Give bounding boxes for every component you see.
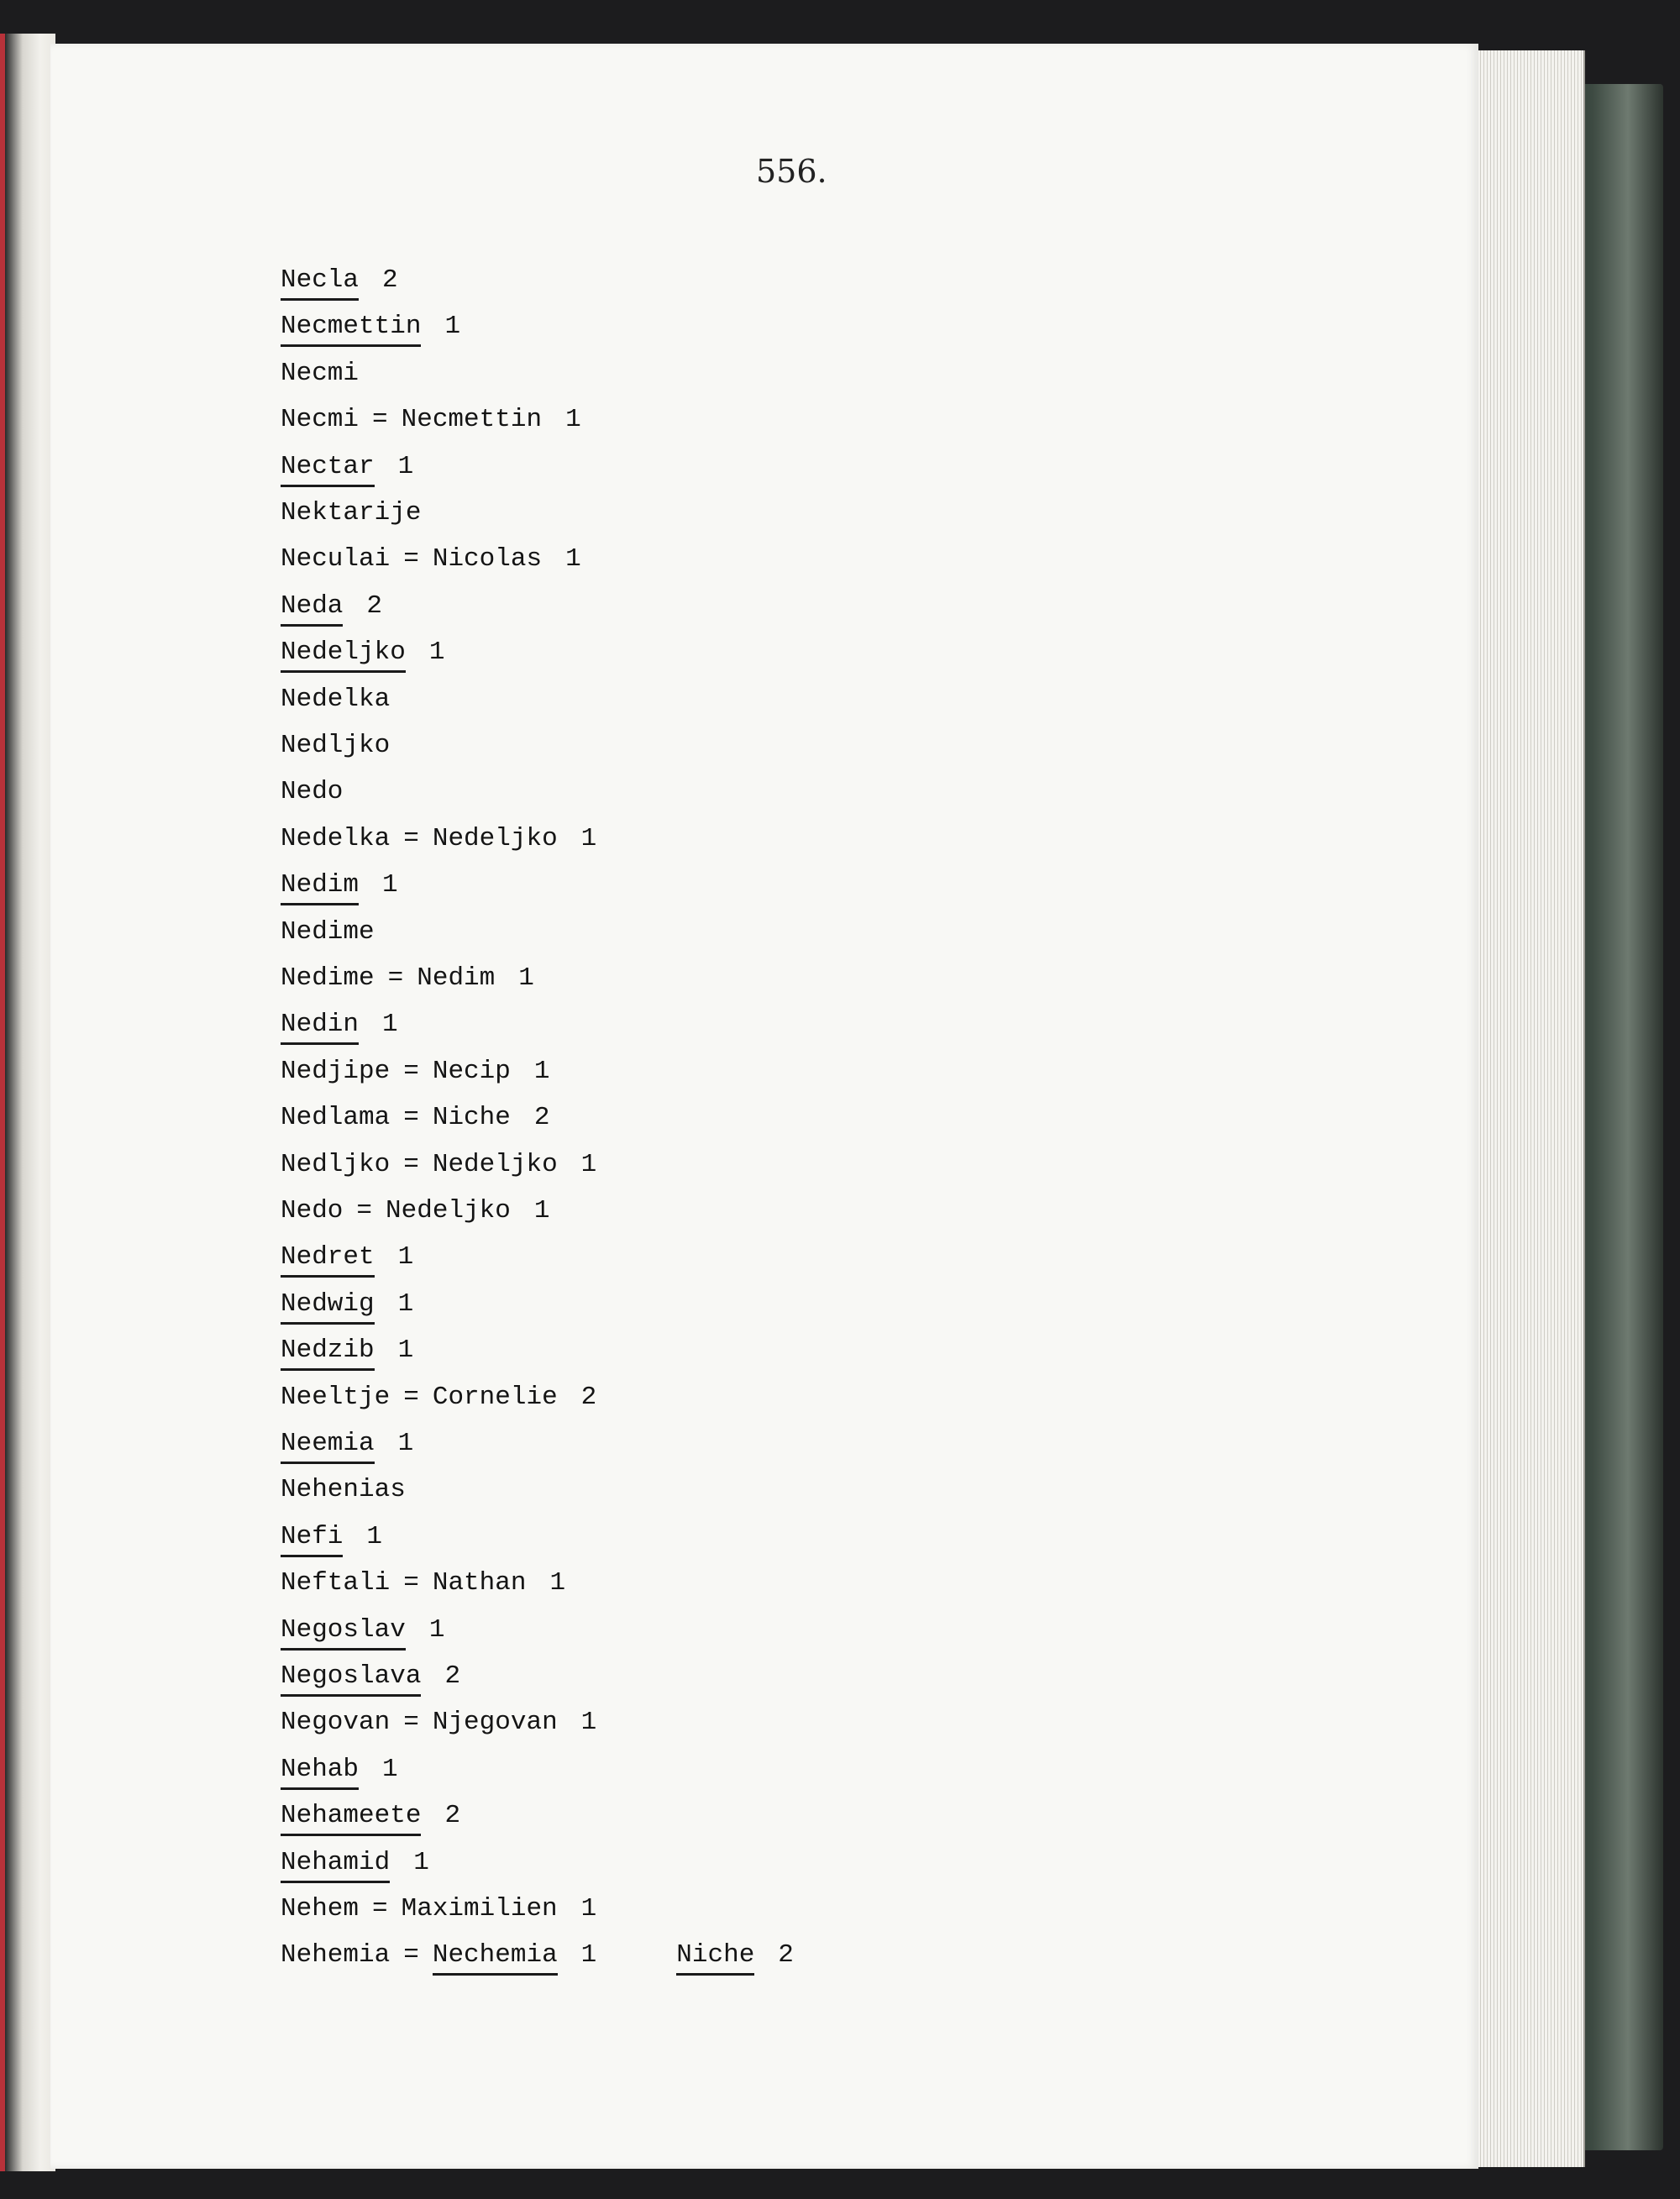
list-item xyxy=(281,1892,596,1926)
entry-count: 1 xyxy=(382,870,398,900)
equals-sign: = xyxy=(403,823,419,853)
entry-name: Nedlama xyxy=(281,1103,391,1133)
list-item xyxy=(281,1101,549,1135)
entry-name: Nedret xyxy=(281,1241,375,1278)
entry-count: 1 xyxy=(580,823,597,853)
list-item xyxy=(281,1660,460,1693)
entry-name: Nefi xyxy=(281,1520,343,1557)
list-item xyxy=(281,264,398,297)
entry-count: 2 xyxy=(366,590,383,621)
list-item xyxy=(281,357,359,391)
entry-name: Neftali xyxy=(281,1568,391,1598)
entry-equivalent: Njegovan xyxy=(432,1708,558,1738)
entry-count: 1 xyxy=(382,1754,398,1784)
entry-name: Nedzib xyxy=(281,1334,375,1371)
entry-name: Nedim xyxy=(281,869,359,905)
list-item xyxy=(281,962,534,995)
entry-name: Necla xyxy=(281,264,359,301)
list-item xyxy=(281,1148,596,1182)
entry-count: 1 xyxy=(580,1708,597,1738)
entry-name: Nedime xyxy=(281,963,375,993)
entry-equivalent: Necmettin xyxy=(401,405,543,435)
equals-sign: = xyxy=(403,1056,419,1086)
entry-equivalent: Nedeljko xyxy=(432,1149,558,1179)
entry-name: Negoslava xyxy=(281,1660,421,1697)
document-page xyxy=(50,44,1478,2169)
page-number: 556. xyxy=(756,153,827,190)
entry-name: Necmi xyxy=(281,405,360,435)
entry-count: 1 xyxy=(428,1614,445,1645)
entry-count: 2 xyxy=(382,265,398,295)
entry-count: 1 xyxy=(533,1196,550,1225)
list-item xyxy=(281,496,421,530)
entry-extra-count: 2 xyxy=(778,1940,794,1971)
list-item xyxy=(281,636,444,669)
entry-equivalent: Niche xyxy=(432,1103,511,1133)
entry-equivalent: Nedim xyxy=(417,963,496,993)
entry-name: Nektarije xyxy=(281,498,422,527)
list-item xyxy=(281,1706,596,1740)
entry-name: Nehem xyxy=(281,1894,360,1923)
entry-name: Neculai xyxy=(281,544,391,575)
entry-equivalent: Necip xyxy=(432,1056,511,1086)
entry-name: Necmettin xyxy=(281,310,421,347)
entry-equivalent: Cornelie xyxy=(432,1382,558,1412)
entry-count: 2 xyxy=(444,1661,461,1691)
entry-name: Negoslav xyxy=(281,1614,406,1651)
entry-name: Negovan xyxy=(281,1708,391,1738)
entry-name: Nehenias xyxy=(281,1475,406,1505)
list-item xyxy=(281,450,413,484)
equals-sign: = xyxy=(372,405,388,435)
entry-count: 1 xyxy=(397,1429,414,1458)
entry-count: 1 xyxy=(549,1568,566,1598)
list-item xyxy=(281,1614,444,1647)
entry-count: 1 xyxy=(366,1521,383,1551)
list-item xyxy=(281,822,596,856)
entry-name: Nedwig xyxy=(281,1288,375,1325)
list-item xyxy=(281,916,375,949)
entry-count: 1 xyxy=(428,638,445,668)
equals-sign: = xyxy=(403,1568,419,1598)
page-stack-edge xyxy=(1474,50,1585,2167)
list-item xyxy=(281,1939,794,1972)
equals-sign: = xyxy=(387,963,404,993)
entry-count: 1 xyxy=(397,451,414,481)
entry-equivalent: Nicolas xyxy=(432,544,543,575)
entry-name: Nehemia xyxy=(281,1940,391,1971)
entry-name: Nectar xyxy=(281,450,375,487)
entry-name: Nedo xyxy=(281,1196,344,1225)
entry-count: 1 xyxy=(397,1336,414,1366)
entry-name: Nedljko xyxy=(281,1149,391,1179)
list-item xyxy=(281,590,382,623)
list-item xyxy=(281,543,581,576)
entry-count: 1 xyxy=(413,1847,429,1877)
list-item xyxy=(281,1753,398,1787)
entry-count: 1 xyxy=(580,1894,597,1923)
list-item xyxy=(281,869,398,902)
equals-sign: = xyxy=(403,1149,419,1179)
list-item xyxy=(281,1567,565,1600)
list-item xyxy=(281,403,581,437)
entry-name: Nedelka xyxy=(281,823,391,853)
equals-sign: = xyxy=(372,1894,388,1923)
entry-name: Nedelka xyxy=(281,684,391,714)
entry-name: Nedin xyxy=(281,1008,359,1045)
previous-page-edge xyxy=(0,34,55,2171)
equals-sign: = xyxy=(403,1382,419,1412)
list-item xyxy=(281,310,460,344)
equals-sign: = xyxy=(403,1940,419,1971)
list-item xyxy=(281,729,390,763)
list-item xyxy=(281,1799,460,1833)
entry-extra-name: Niche xyxy=(676,1939,754,1976)
list-item xyxy=(281,1055,549,1089)
entry-name: Nedo xyxy=(281,777,344,807)
entry-equivalent: Nedeljko xyxy=(386,1196,511,1225)
list-item xyxy=(281,1427,413,1461)
entry-count: 1 xyxy=(580,1940,597,1971)
list-item xyxy=(281,775,343,809)
list-item xyxy=(281,1008,398,1042)
entry-name: Nehameete xyxy=(281,1799,421,1836)
entry-equivalent: Maximilien xyxy=(401,1894,558,1923)
entry-name: Nehab xyxy=(281,1753,359,1790)
equals-sign: = xyxy=(403,544,419,575)
entry-count: 2 xyxy=(444,1801,461,1831)
list-item xyxy=(281,1194,549,1228)
entry-count: 2 xyxy=(533,1103,550,1133)
entry-count: 1 xyxy=(580,1149,597,1179)
entry-name: Nedjipe xyxy=(281,1056,391,1086)
entry-name: Neemia xyxy=(281,1427,375,1464)
entry-name: Nedeljko xyxy=(281,636,406,673)
entry-name: Necmi xyxy=(281,358,360,388)
entry-equivalent: Nedeljko xyxy=(432,823,558,853)
entry-count: 1 xyxy=(518,963,534,993)
list-item xyxy=(281,1520,382,1554)
entry-count: 1 xyxy=(533,1056,550,1086)
entry-equivalent: Nathan xyxy=(432,1568,527,1598)
equals-sign: = xyxy=(403,1103,419,1133)
list-item xyxy=(281,1846,429,1880)
entry-name: Nehamid xyxy=(281,1846,390,1883)
list-item xyxy=(281,1288,413,1321)
list-item xyxy=(281,1381,596,1414)
list-item xyxy=(281,1334,413,1367)
entry-count: 1 xyxy=(382,1010,398,1040)
entry-name: Nedljko xyxy=(281,731,391,760)
list-item xyxy=(281,1241,413,1274)
equals-sign: = xyxy=(403,1708,419,1738)
entry-name: Neeltje xyxy=(281,1382,391,1412)
entry-count: 1 xyxy=(397,1242,414,1273)
equals-sign: = xyxy=(356,1196,373,1225)
entry-count: 2 xyxy=(580,1382,597,1412)
entry-count: 1 xyxy=(565,405,581,435)
list-item xyxy=(281,1473,406,1507)
entry-count: 1 xyxy=(565,544,581,575)
entry-name: Nedime xyxy=(281,916,375,947)
entry-name: Neda xyxy=(281,590,343,627)
entry-equivalent: Nechemia xyxy=(433,1939,558,1976)
entry-count: 1 xyxy=(397,1288,414,1319)
entry-count: 1 xyxy=(444,312,461,342)
list-item xyxy=(281,683,390,716)
